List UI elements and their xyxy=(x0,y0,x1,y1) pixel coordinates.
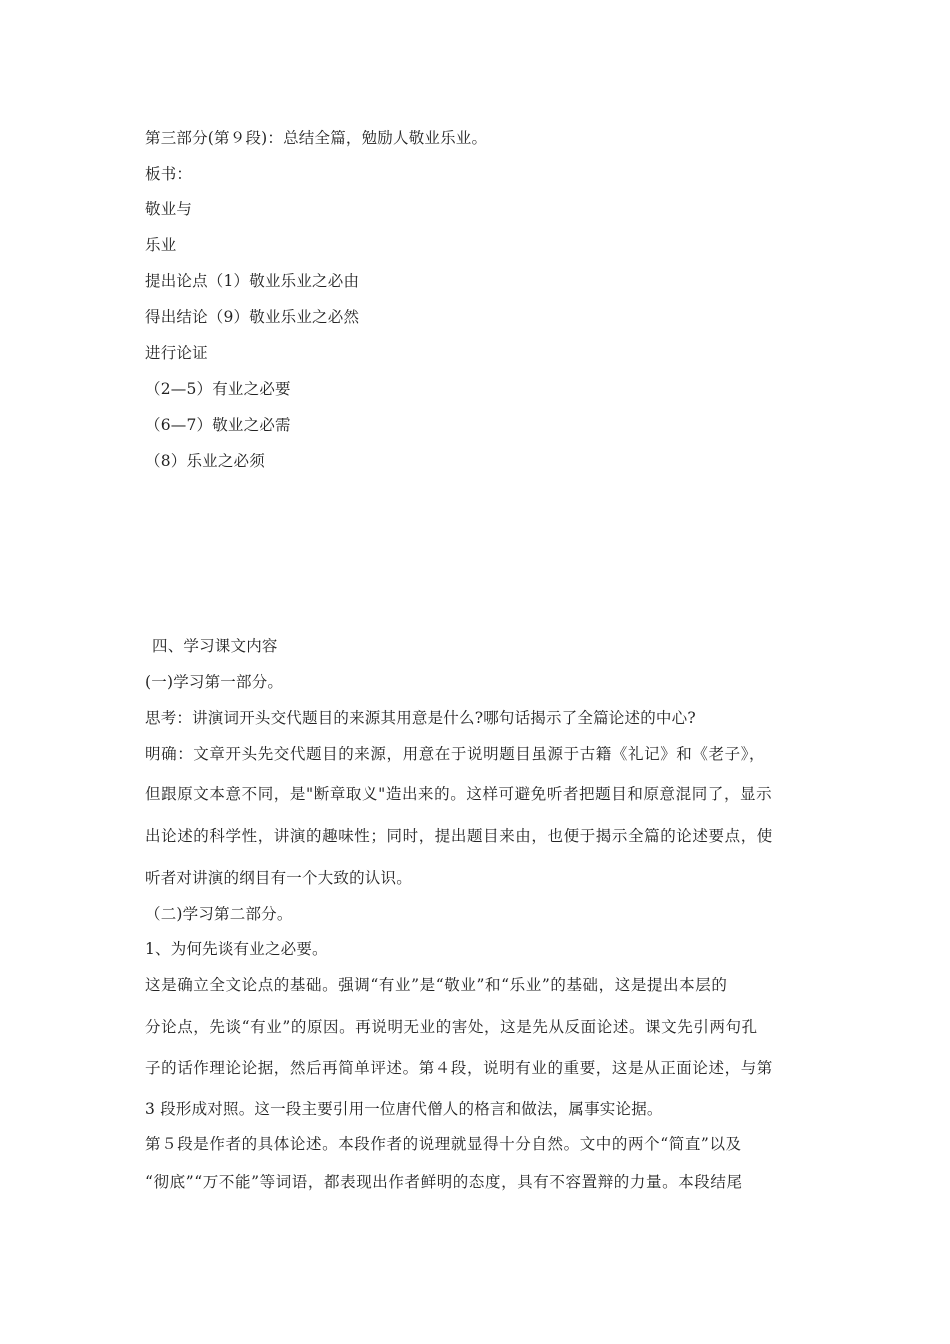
board-sub-3: （8）乐业之必须 xyxy=(145,452,265,470)
paragraph-line: 3 段形成对照。这一段主要引用一位唐代僧人的格言和做法，属事实论据。 xyxy=(145,1100,663,1118)
paragraph-line: “彻底”“万不能”等词语，都表现出作者鲜明的态度，具有不容置辩的力量。本段结尾 xyxy=(145,1173,743,1191)
board-title-line1: 敬业与 xyxy=(145,200,193,218)
paragraph-line: 子的话作理论论据，然后再简单评述。第４段，说明有业的重要，这是从正面论述，与第 xyxy=(145,1059,773,1077)
answer-line: 但跟原文本意不同，是"断章取义"造出来的。这样可避免听者把题目和原意混同了，显示 xyxy=(145,785,773,803)
part2-heading: （二)学习第二部分。 xyxy=(145,905,293,923)
answer-line: 出论述的科学性，讲演的趣味性；同时，提出题目来由，也便于揭示全篇的论述要点，使 xyxy=(145,827,773,845)
item-1: 1、为何先谈有业之必要。 xyxy=(145,940,328,958)
section-heading: 四、学习课文内容 xyxy=(152,637,278,655)
part1-heading: (一)学习第一部分。 xyxy=(145,673,284,691)
paragraph-line: 分论点，先谈“有业”的原因。再说明无业的害处，这是先从反面论述。课文先引两句孔 xyxy=(145,1018,758,1036)
board-point-1: 提出论点（1）敬业乐业之必由 xyxy=(145,272,360,290)
answer-line: 明确：文章开头先交代题目的来源，用意在于说明题目虽源于古籍《礼记》和《老子》， xyxy=(145,745,766,763)
paragraph-line: 这是确立全文论点的基础。强调“有业”是“敬业”和“乐业”的基础，这是提出本层的 xyxy=(145,976,728,994)
question-text: 思考：讲演词开头交代题目的来源其用意是什么?哪句话揭示了全篇论述的中心? xyxy=(145,709,696,727)
paragraph-line: 第５段是作者的具体论述。本段作者的说理就显得十分自然。文中的两个“简直”以及 xyxy=(145,1135,742,1153)
part3-summary: 第三部分(第９段)：总结全篇，勉励人敬业乐业。 xyxy=(145,129,488,147)
board-point-2: 得出结论（9）敬业乐业之必然 xyxy=(145,308,360,326)
board-title-line2: 乐业 xyxy=(145,236,177,254)
board-sub-2: （6—7）敬业之必需 xyxy=(145,416,291,434)
board-sub-1: （2—5）有业之必要 xyxy=(145,380,291,398)
answer-line: 听者对讲演的纲目有一个大致的认识。 xyxy=(145,869,412,887)
board-label: 板书： xyxy=(145,165,193,183)
board-point-3: 进行论证 xyxy=(145,344,208,362)
